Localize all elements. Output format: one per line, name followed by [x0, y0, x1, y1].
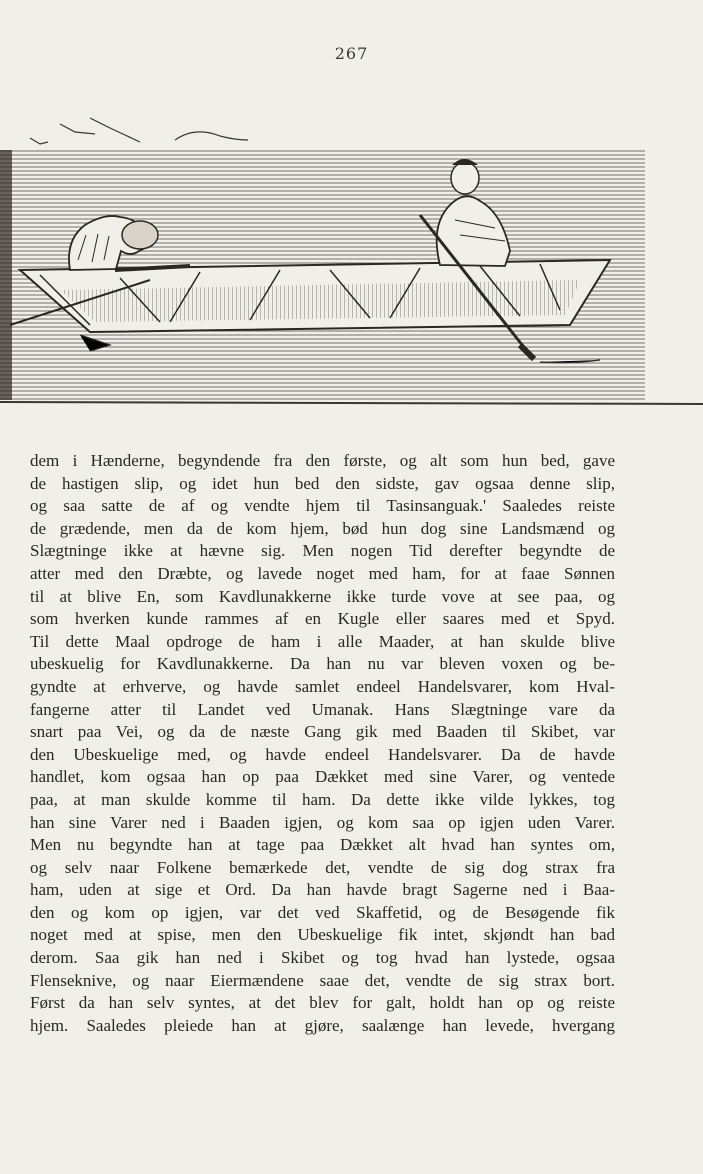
- text-line: Til dette Maal opdroge de ham i alle Maader, at han skulde blive: [30, 631, 615, 651]
- text-line: atter med den Dræbte, og lavede noget med ham, for at faae Sønnen: [30, 563, 615, 583]
- text-line: Flenseknive, og naar Eiermændene saae det, vendte de sig strax bort.: [30, 970, 615, 990]
- text-line: de grædende, men da de kom hjem, bød hun dog sine Landsmænd og: [30, 518, 615, 538]
- text-line: til at blive En, som Kavdlunakkerne ikke turde vove at see paa, og: [30, 586, 615, 606]
- text-line: de hastigen slip, og idet hun bed den sidste, gav ogsaa denne slip,: [30, 473, 615, 493]
- text-line: og selv naar Folkene bemærkede det, vendte de sig dog strax fra: [30, 857, 615, 877]
- text-line: hjem. Saaledes pleiede han at gjøre, saalænge han levede, hvergang: [30, 1015, 615, 1035]
- text-line: dem i Hænderne, begyndende fra den første, og alt som hun bed, gave: [30, 451, 615, 470]
- text-line: den og kom op igjen, var det ved Skaffetid, og de Besøgende fik: [30, 902, 615, 922]
- text-line: derom. Saa gik han ned i Skibet og tog hvad han lystede, ogsaa: [30, 948, 615, 968]
- text-line: gyndte at erhverve, og havde samlet endeel Handelsvarer, kom Hval-: [30, 676, 615, 696]
- text-line: Først da han selv syntes, at det blev for galt, holdt han op og reiste: [30, 993, 615, 1013]
- text-line: ubeskuelig for Kavdlunakkerne. Da han nu var bleven voxen og be-: [30, 654, 615, 674]
- text-line: Slægtninge ikke at hævne sig. Men nogen Tid derefter begyndte de: [30, 541, 615, 561]
- text-line: som hverken kunde rammes af en Kugle eller saares med et Spyd.: [30, 609, 615, 629]
- boat: [20, 260, 610, 332]
- text-line: den Ubeskuelige med, og havde endeel Handelsvarer. Da de havde: [30, 744, 615, 764]
- text-line: ham, uden at sige et Ord. Da han havde bragt Sagerne ned i Baa-: [30, 880, 615, 900]
- text-line: og saa satte de af og vendte hjem til Tasinsanguak.' Saaledes reiste: [30, 496, 615, 516]
- text-line: handlet, kom ogsaa han op paa Dækket med sine Varer, og ventede: [30, 767, 615, 787]
- page-body-text: [30, 450, 615, 1037]
- text-line: Men nu begyndte han at tage paa Dækket alt hvad han syntes om,: [30, 835, 615, 855]
- text-line: noget med at spise, men den Ubeskuelige fik intet, skjøndt han bad: [30, 925, 615, 945]
- text-line: paa, at man skulde komme til ham. Da dette ikke vilde lykkes, tog: [30, 789, 615, 809]
- kayak-illustration: [0, 110, 703, 415]
- page-number: 267: [334, 44, 369, 63]
- birds-and-clouds: [30, 118, 248, 144]
- text-line: fangerne atter til Landet ved Umanak. Hans Slægtninge vare da: [30, 699, 615, 719]
- text-line: snart paa Vei, og da de næste Gang gik med Baaden til Skibet, var: [30, 722, 615, 742]
- text-line: han sine Varer ned i Baaden igjen, og kom saa op igjen uden Varer.: [30, 812, 615, 832]
